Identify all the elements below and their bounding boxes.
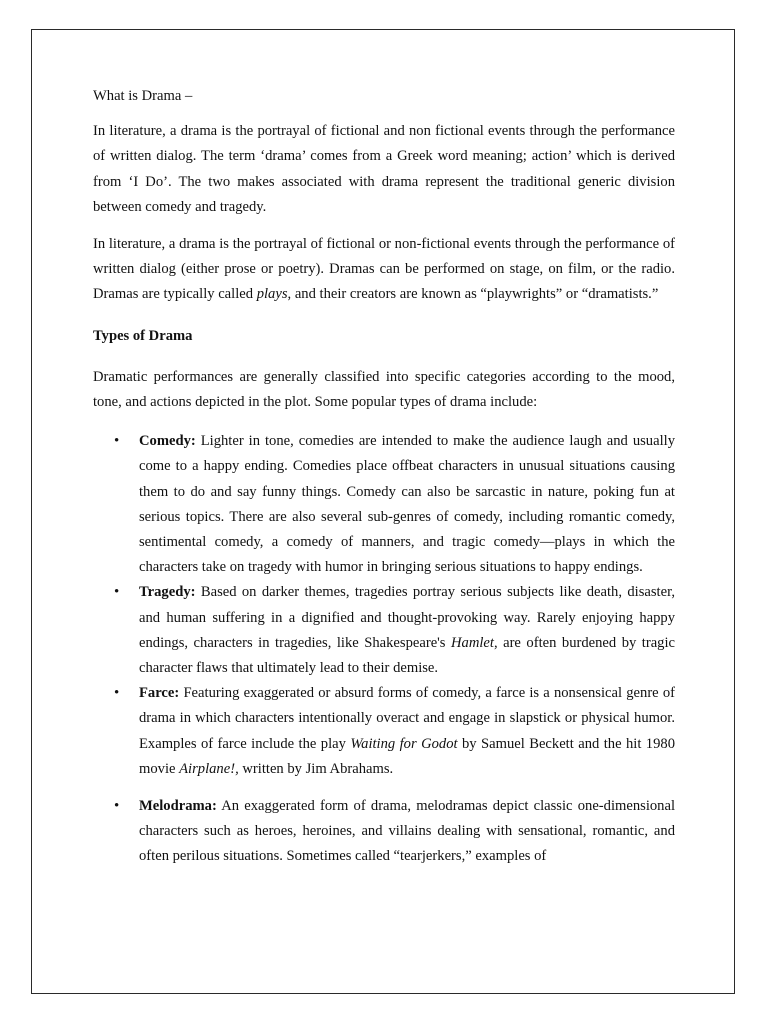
question-title: What is Drama – [93,88,193,104]
term-tragedy: Tragedy: [139,584,196,601]
list-item-tragedy [93,580,675,681]
section-heading: Types of Drama [93,327,193,344]
farce-description-before: Featuring exaggerated or absurd forms of comedy, a farce is a nonsensical genre of drama in which characters intentionally overact and engage in slapstick or physical humor. Examples of farce include the play [139,685,675,752]
term-farce: Farce: [139,685,180,702]
list-item-comedy [93,429,675,580]
term-comedy: Comedy: [139,433,196,450]
paragraph-definition: In literature, a drama is the portrayal of fictional and non fictional events through the performance of written dialog. The term ‘drama’ comes from a Greek word meaning; action’ which is derived from ‘I Do’. The two makes associated with drama represent the traditional generic division between comedy and tragedy. [93,123,675,215]
document-body [93,84,675,870]
list-item-farce [93,681,675,782]
list-item-melodrama [93,794,675,870]
melodrama-description: An exaggerated form of drama, melodramas depict classic one-dimensional characters such as heroes, heroines, and villains dealing with sensational, romantic, and often perilous situations. Sometimes called “tearjerkers,” examples of [139,798,675,865]
paragraph2-text-before: In literature, a drama is the portrayal of fictional or non-fictional events through the performance of written dialog (either prose or poetry). Dramas can be performed on stage, on film, or the radio. Dramas are typically called [93,236,675,303]
tragedy-italic-hamlet: Hamlet [450,634,494,651]
farce-italic-godot: Waiting for Godot [350,735,458,752]
paragraph-definition-2 [93,232,675,308]
paragraph2-italic-plays: plays [256,286,288,303]
farce-description-after: written by Jim Abrahams. [238,760,394,777]
farce-description-mid: by Samuel Beckett and the hit 1980 movie [139,735,675,777]
tragedy-description-after: , are often burdened by tragic character flaws that ultimately lead to their demise. [139,634,676,677]
drama-types-list [93,429,675,869]
intro-paragraph: Dramatic performances are generally classified into specific categories according to the mood, tone, and actions depicted in the plot. Some popular types of drama include: [93,368,675,411]
paragraph2-text-after: , and their creators are known as “playwrights” or “dramatists.” [287,286,659,303]
farce-italic-airplane: Airplane!, [179,760,239,777]
tragedy-description-before: Based on darker themes, tragedies portray serious subjects like death, disaster, and human suffering in a dignified and thought-provoking way. Rarely enjoying happy endings, characters in tragedies, like Shakespeare's [139,584,675,651]
comedy-description: Lighter in tone, comedies are intended to make the audience laugh and usually come to a happy ending. Comedies place offbeat characters in unusual situations causing them to do and say funny things. Comedy can also be sarcastic in nature, poking fun at serious topics. There are also several sub-genres of comedy, including romantic comedy, sentimental comedy, a comedy of manners, and tragic comedy—plays in which the characters take on tragedy with humor in bringing serious situations to happy endings. [139,433,675,576]
term-melodrama: Melodrama: [139,798,217,815]
